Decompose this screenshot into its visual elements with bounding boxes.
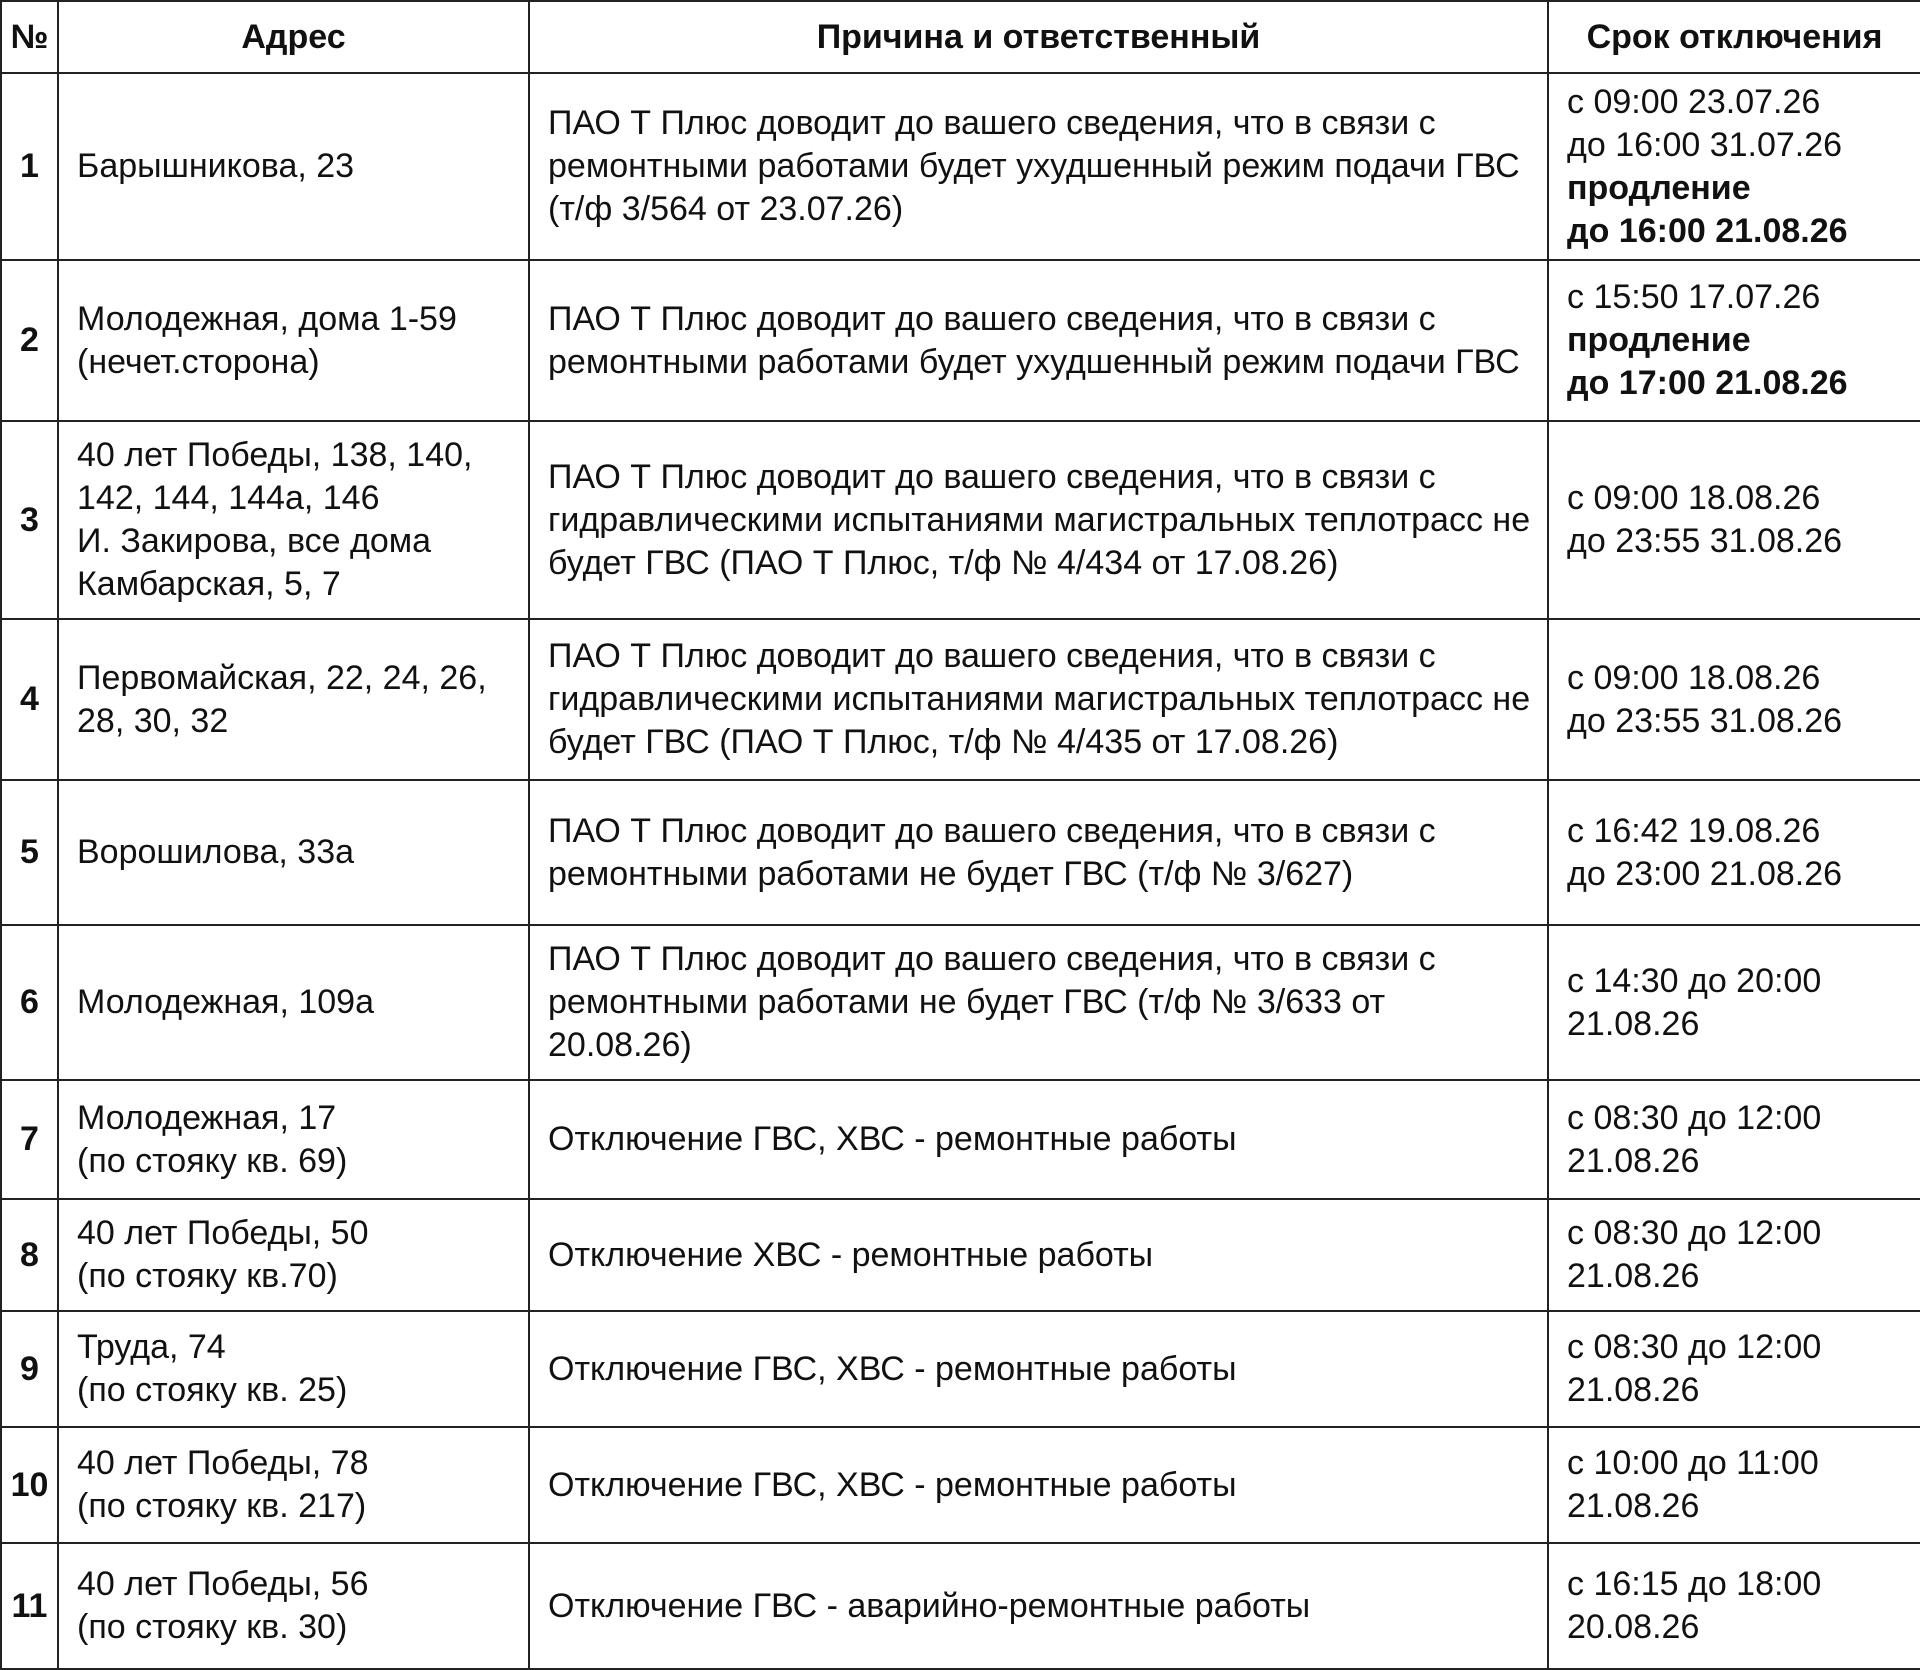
table-row [1,1311,1920,1427]
cell-line: с 16:42 19.08.26 [1567,811,1821,850]
cell-line: Труда, 74 [77,1328,226,1366]
period-cell [1548,619,1920,780]
cell-line: с 09:00 18.08.26 [1567,479,1821,517]
cell-line: Отключение ГВС, ХВС - ремонтные работы [548,1120,1237,1158]
table-body [1,73,1920,1669]
cell-line: Отключение ГВС, ХВС - ремонтные работы [548,1349,1237,1388]
table-row [1,421,1920,619]
address-cell [58,1199,529,1311]
row-number: 2 [1,260,58,421]
row-number: 4 [1,619,58,780]
reason-cell [529,73,1548,260]
period-cell [1548,421,1920,619]
cell-line: Ворошилова, 33а [77,833,355,871]
cell-line: до 17:00 21.08.26 [1567,364,1848,402]
period-cell [1548,1427,1920,1543]
period-cell [1548,1311,1920,1427]
reason-cell [529,1543,1548,1669]
reason-cell [529,1311,1548,1427]
cell-line: ПАО Т Плюс доводит до вашего сведения, что в связи с [548,104,1436,142]
address-cell [58,421,529,619]
cell-line: 21.08.26 [1567,1371,1700,1409]
reason-cell [529,925,1548,1080]
cell-line: Отключение ГВС, ХВС - ремонтные работы [548,1465,1237,1504]
row-number: 3 [1,421,58,619]
cell-line: с 08:30 до 12:00 [1567,1098,1822,1137]
cell-line: Барышникова, 23 [77,147,355,185]
cell-line: продление [1567,321,1751,359]
row-number: 8 [1,1199,58,1311]
cell-line: 142, 144, 144а, 146 [77,479,380,517]
period-cell [1548,73,1920,260]
reason-cell [529,1427,1548,1543]
cell-line: ПАО Т Плюс доводит до вашего сведения, что в связи с [548,299,1436,338]
cell-line: (по стояку кв.70) [77,1257,338,1295]
cell-line: с 09:00 23.07.26 [1567,82,1821,121]
cell-line: с 16:15 до 18:00 [1567,1565,1822,1603]
cell-line: ПАО Т Плюс доводит до вашего сведения, что в связи с [548,940,1436,978]
table-row [1,1427,1920,1543]
cell-line: до 16:00 31.07.26 [1567,125,1843,164]
cell-line: ремонтными работами не будет ГВС (т/ф № 3/627) [548,854,1354,893]
reason-cell [529,421,1548,619]
table-row [1,780,1920,925]
cell-line: ремонтными работами будет ухудшенный режим подачи ГВС [548,342,1520,381]
cell-line: гидравлическими испытаниями магистральных теплотрасс не [548,500,1531,539]
header-address: Адрес [58,1,529,73]
address-cell [58,619,529,780]
cell-line: до 23:55 31.08.26 [1567,701,1843,740]
address-cell [58,1543,529,1669]
cell-line: (по стояку кв. 25) [77,1371,348,1409]
cell-line: будет ГВС (ПАО Т Плюс, т/ф № 4/434 от 17.08.26) [548,543,1339,582]
cell-line: с 08:30 до 12:00 [1567,1214,1822,1252]
cell-line: Камбарская, 5, 7 [77,565,341,603]
cell-line: с 10:00 до 11:00 [1567,1444,1819,1482]
cell-line: 21.08.26 [1567,1004,1700,1043]
cell-line: до 23:55 31.08.26 [1567,522,1843,560]
row-number: 7 [1,1080,58,1199]
cell-line: гидравлическими испытаниями магистральных теплотрасс не [548,680,1531,718]
header-num: № [1,1,58,73]
reason-cell [529,1199,1548,1311]
cell-line: 40 лет Победы, 78 [77,1444,369,1482]
cell-line: ремонтными работами не будет ГВС (т/ф № 3/633 от [548,983,1386,1021]
header-row [1,1,1920,73]
table-row [1,925,1920,1080]
reason-cell [529,260,1548,421]
cell-line: ПАО Т Плюс доводит до вашего сведения, что в связи с [548,637,1436,675]
period-cell [1548,260,1920,421]
address-cell [58,1427,529,1543]
cell-line: Отключение ГВС - аварийно-ремонтные работы [548,1586,1311,1625]
period-cell [1548,1199,1920,1311]
cell-line: с 09:00 18.08.26 [1567,658,1821,697]
period-cell [1548,1080,1920,1199]
table-row [1,260,1920,421]
cell-line: 20.08.26) [548,1026,692,1064]
header-period: Срок отключения [1548,1,1920,73]
cell-line: ПАО Т Плюс доводит до вашего сведения, что в связи с [548,457,1436,496]
cell-line: (нечет.сторона) [77,342,320,381]
row-number: 9 [1,1311,58,1427]
cell-line: 21.08.26 [1567,1257,1700,1295]
period-cell [1548,780,1920,925]
reason-cell [529,619,1548,780]
period-cell [1548,925,1920,1080]
address-cell [58,780,529,925]
cell-line: Первомайская, 22, 24, 26, [77,658,487,697]
cell-line: Молодежная, 17 [77,1098,337,1137]
cell-line: 40 лет Победы, 56 [77,1565,369,1603]
cell-line: продление [1567,168,1751,207]
cell-line: 21.08.26 [1567,1487,1700,1525]
cell-line: 28, 30, 32 [77,701,229,740]
cell-line: 20.08.26 [1567,1608,1700,1646]
header-reason: Причина и ответственный [529,1,1548,73]
cell-line: ПАО Т Плюс доводит до вашего сведения, что в связи с [548,811,1436,850]
cell-line: 21.08.26 [1567,1141,1700,1180]
cell-line: 40 лет Победы, 50 [77,1214,369,1252]
cell-line: Молодежная, дома 1-59 [77,299,457,338]
cell-line: Молодежная, 109а [77,983,374,1021]
table-row [1,1199,1920,1311]
cell-line: (по стояку кв. 69) [77,1141,348,1180]
table-row [1,73,1920,260]
cell-line: с 15:50 17.07.26 [1567,278,1821,316]
cell-line: (по стояку кв. 30) [77,1608,348,1646]
row-number: 1 [1,73,58,260]
cell-line: И. Закирова, все дома [77,522,432,560]
cell-line: ремонтными работами будет ухудшенный режим подачи ГВС [548,147,1520,185]
row-number: 11 [1,1543,58,1669]
cell-line: (по стояку кв. 217) [77,1487,367,1525]
row-number: 6 [1,925,58,1080]
cell-line: до 16:00 21.08.26 [1567,211,1848,250]
cell-line: будет ГВС (ПАО Т Плюс, т/ф № 4/435 от 17.08.26) [548,723,1339,761]
address-cell [58,73,529,260]
cell-line: 40 лет Победы, 138, 140, [77,436,473,474]
address-cell [58,260,529,421]
address-cell [58,925,529,1080]
cell-line: с 08:30 до 12:00 [1567,1328,1822,1366]
cell-line: с 14:30 до 20:00 [1567,961,1822,1000]
table-row [1,1080,1920,1199]
table-row [1,619,1920,780]
cell-line: до 23:00 21.08.26 [1567,854,1843,893]
cell-line: Отключение ХВС - ремонтные работы [548,1235,1154,1274]
row-number: 10 [1,1427,58,1543]
cell-line: (т/ф 3/564 от 23.07.26) [548,190,904,228]
reason-cell [529,780,1548,925]
reason-cell [529,1080,1548,1199]
address-cell [58,1080,529,1199]
address-cell [58,1311,529,1427]
period-cell [1548,1543,1920,1669]
row-number: 5 [1,780,58,925]
table-row [1,1543,1920,1669]
